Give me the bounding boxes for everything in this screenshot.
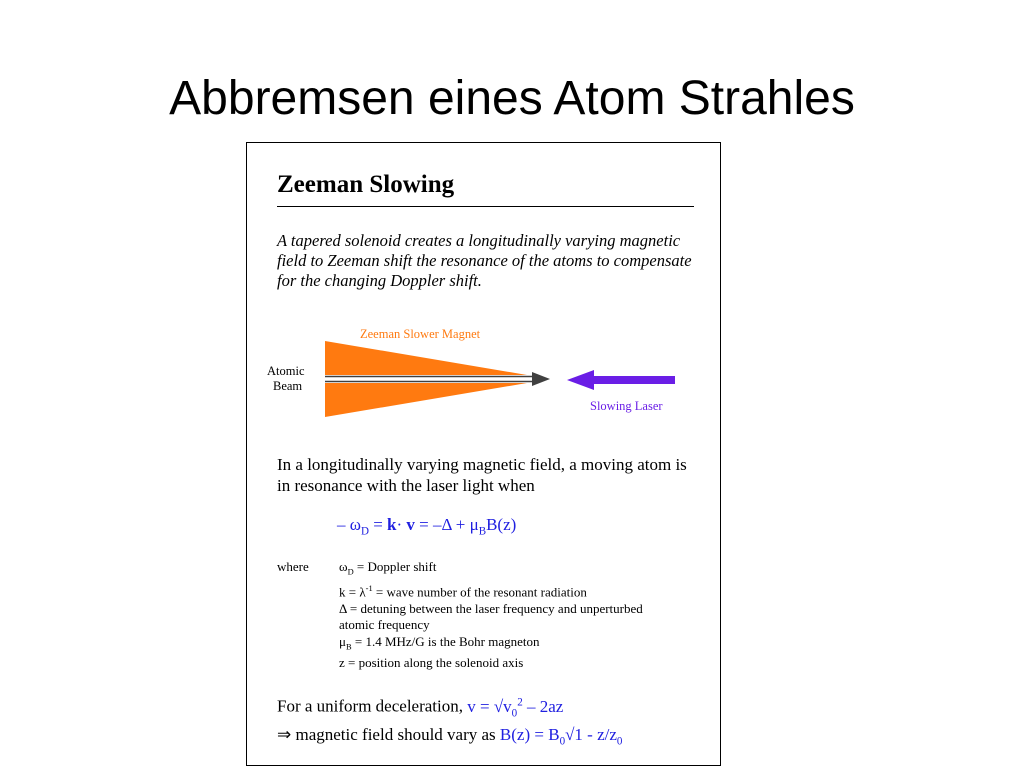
- definition-wavenumber: $k = \lambda^{-1}$ = wave number of the resonant radiation: [339, 583, 587, 600]
- magnet-upper-cone: [325, 341, 527, 375]
- definition-position: z = position along the solenoid axis: [339, 655, 524, 671]
- figure-panel: [246, 142, 721, 766]
- magnet-label: Zeeman Slower Magnet: [360, 327, 481, 341]
- atomic-beam-arrowhead: [532, 372, 550, 386]
- beam-label-line2: Beam: [273, 379, 303, 393]
- zeeman-slower-diagram: [247, 313, 721, 423]
- resonance-paragraph: In a longitudinally varying magnetic field, a moving atom is in resonance with the laser light when: [277, 455, 687, 495]
- magnet-lower-cone: [325, 383, 527, 417]
- definition-bohr-magneton: $\mu_B = 1.4$ MHz/G is the Bohr magneton: [339, 633, 540, 652]
- slowing-laser-arrow: [567, 370, 675, 390]
- definition-detuning-cont: atomic frequency: [339, 617, 430, 633]
- uniform-deceleration: [277, 691, 622, 752]
- intro-text: A tapered solenoid creates a longitudinally varying magnetic field to Zeeman shift the resonance of the atoms to compensate for the changing Doppler shift.: [277, 231, 692, 290]
- definition-doppler: $\omega_D$ = Doppler shift: [339, 559, 437, 577]
- title-divider: [277, 206, 694, 207]
- laser-label: Slowing Laser: [590, 399, 663, 413]
- resonance-equation: – $\omega_D = k\cdot v = -\Delta + \mu_BB(z)$: [337, 515, 517, 538]
- definition-detuning: Δ = detuning between the laser frequency and unperturbed: [339, 600, 643, 616]
- definitions-list: [339, 559, 709, 672]
- uniform-line-2: ⇒ magnetic field should vary as $B(z) = B_0√1 - z/z_0$: [277, 725, 623, 748]
- beam-label-line1: Atomic: [267, 364, 305, 378]
- slide-title: Abbremsen eines Atom Strahles: [169, 72, 855, 125]
- uniform-line-1: For a uniform deceleration, $v = √v_0^2 - 2az$: [277, 696, 564, 720]
- figure-title: Zeeman Slowing: [277, 171, 455, 198]
- where-label: where: [277, 559, 309, 574]
